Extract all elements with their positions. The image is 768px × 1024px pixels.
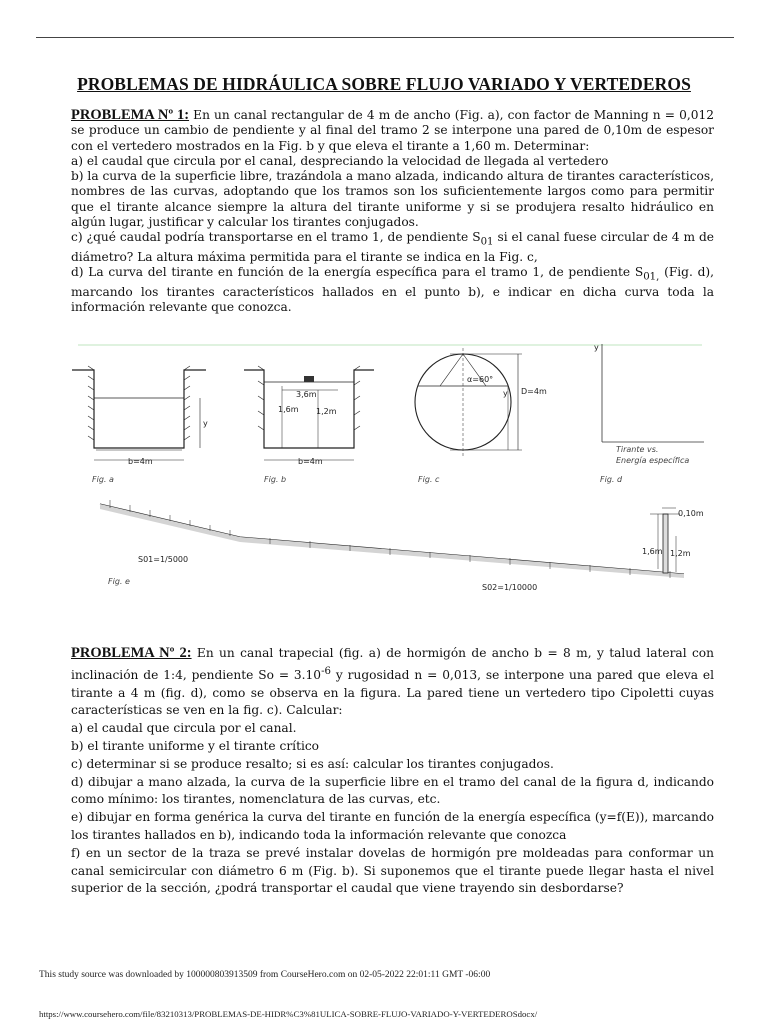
fig-d-caption: Fig. d [600, 475, 623, 484]
fig-e-h12: 1,2m [670, 549, 691, 558]
fig-b-h16: 1,6m [278, 405, 299, 414]
problem-1-heading: PROBLEMA Nº 1: [71, 107, 190, 123]
fig-b-weir-width: 3,6m [296, 390, 317, 399]
problem-2-heading: PROBLEMA Nº 2: [71, 645, 192, 661]
top-rule [36, 37, 734, 38]
fig-c-diameter: D=4m [521, 387, 547, 396]
fig-e-h16: 1,6m [642, 547, 663, 556]
problem-1 [71, 108, 714, 316]
problem-2-item-e: e) dibujar en forma genérica la curva del tirante en función de la energía específica (y=f(E)), marcando los tirantes hallados en b), indicando toda la información relevante que conozca [71, 810, 714, 843]
figure-b [244, 366, 374, 460]
fig-d-y-label: y [594, 343, 599, 352]
fig-c-y-label: y [503, 389, 508, 398]
problem-1-item-a: a) el caudal que circula por el canal, despreciando la velocidad de llegada al vertedero [71, 153, 609, 168]
figure-e [100, 500, 684, 578]
fig-a-caption: Fig. a [92, 475, 114, 484]
footer-source: This study source was downloaded by 100000803913509 from CourseHero.com on 02-05-2022 22:01:11 GMT -06:00 [39, 970, 491, 980]
document-title: PROBLEMAS DE HIDRÁULICA SOBRE FLUJO VARIADO Y VERTEDEROS [77, 74, 691, 94]
problem-1-item-b: b) la curva de la superficie libre, trazándola a mano alzada, indicando altura de tirantes característicos, nombres de las curvas, adoptando que los tramos son los suficientemente largos como para permitir que el tirante alcance siempre la altura del tirante uniforme y si se produjera resalto hidráulico en algún lugar, justificar y calcular los tirantes conjugados. [71, 169, 714, 230]
problem-2-item-d: d) dibujar a mano alzada, la curva de la superficie libre en el tramo del canal de la figura d, indicando como mínimo: los tirantes, nomenclatura de las curvas, etc. [71, 774, 714, 807]
fig-b-width-label: b=4m [298, 457, 323, 466]
figure-a [72, 366, 206, 460]
fig-b-h12: 1,2m [316, 407, 337, 416]
problem-2-intro: PROBLEMA Nº 2: En un canal trapecial (fig. a) de hormigón de ancho b = 8 m, y talud lateral con inclinación de 1:4, pendiente $So = 3.10^{-6}$ y rugosidad n = 0,013, se interpone una pared que eleva el tirante a 4 m (fig. d), como se observa en la figura. La pared tiene un vertedero tipo Cipoletti cuyas características se ven en la fig. c). Calcular: [71, 645, 714, 718]
fig-b-caption: Fig. b [264, 475, 287, 484]
fig-a-y-label: y [203, 419, 208, 428]
problem-1-intro: PROBLEMA Nº 1: En un canal rectangular de 4 m de ancho (Fig. a), con factor de Manning n = 0,012 se produce un cambio de pendiente y al final del tramo 2 se interpone una pared de 0,10m de espesor con el vertedero mostrados en la Fig. b y que eleva el tirante a 1,60 m. Determinar: [71, 107, 714, 153]
fig-c-alpha: α=60° [467, 375, 494, 384]
problem-2-item-b: b) el tirante uniforme y el tirante crítico [71, 739, 320, 754]
problem-1-item-d: d) La curva del tirante en función de la energía específica para el tramo 1, de pendiente $S_{01,}$ (Fig. d), marcando los tirantes característicos hallados en el punto b), e indicar en dicha curva toda la información relevante que conozca. [71, 265, 715, 315]
fig-e-thickness: 0,10m [678, 509, 704, 518]
fig-e-slope1: S01=1/5000 [138, 555, 189, 564]
fig-e-slope2: S02=1/10000 [482, 583, 538, 592]
fig-e-caption: Fig. e [108, 577, 130, 586]
problem-2 [71, 645, 714, 898]
fig-c-caption: Fig. c [418, 475, 440, 484]
figures-panel [70, 340, 706, 602]
problem-2-item-c: c) determinar si se produce resalto; si es así: calcular los tirantes conjugados. [71, 756, 554, 771]
problem-1-item-c: c) ¿qué caudal podría transportarse en el tramo 1, de pendiente $S_{01}$ si el canal fuese circular de 4 m de diámetro? La altura máxima permitida para el tirante se indica en la Fig. c, [71, 230, 715, 265]
figure-c [415, 348, 522, 458]
figure-d [602, 344, 704, 442]
fig-d-tirante: Tirante vs. [616, 445, 659, 454]
problem-2-item-f: f) en un sector de la traza se prevé instalar dovelas de hormigón pre moldeadas para conformar un canal semicircular con diámetro 6 m (Fig. b). Si suponemos que el tirante puede llegar hasta el nivel superior de la sección, ¿podrá transportar el caudal que viene trayendo sin desbordarse? [71, 845, 714, 896]
problem-2-item-a: a) el caudal que circula por el canal. [71, 721, 297, 736]
footer-url[interactable]: https://www.coursehero.com/file/83210313/PROBLEMAS-DE-HIDR%C3%81ULICA-SOBRE-FLUJO-VARIADO-Y-VERTEDEROSdocx/ [39, 1009, 538, 1019]
fig-d-energia: Energía específica [616, 456, 690, 465]
fig-a-width-label: b=4m [128, 457, 153, 466]
